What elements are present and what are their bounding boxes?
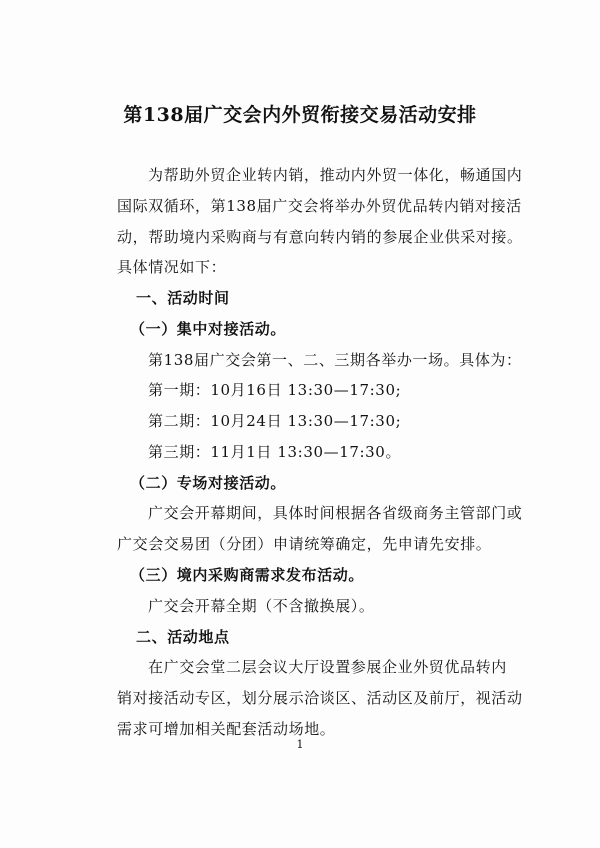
intro-line-4: 具体情况如下： <box>117 258 227 276</box>
section-2-line-2: 销对接活动专区，划分展示洽谈区、活动区及前厅，视活动 <box>117 689 523 707</box>
intro-line-2: 国际双循环，第138届广交会将举办外贸优品转内销对接活 <box>117 197 522 215</box>
section-2-line-3: 需求可增加相关配套活动场地。 <box>117 720 336 738</box>
page-number: 1 <box>296 738 304 751</box>
section-1-sub-3-line: 广交会开幕全期（不含撤换展）。 <box>148 597 375 615</box>
period-3: 第三期：11月1日 13:30—17:30。 <box>148 443 402 461</box>
intro-line-1: 为帮助外贸企业转内销，推动内外贸一体化，畅通国内 <box>148 166 523 184</box>
section-1-sub-3-heading: （三）境内采购商需求发布活动。 <box>130 566 365 584</box>
period-2: 第二期：10月24日 13:30—17:30; <box>148 412 402 430</box>
section-1-sub-1-line: 第138届广交会第一、二、三期各举办一场。具体为： <box>148 351 522 369</box>
section-1-sub-2-line-2: 广交会交易团（分团）申请统筹确定，先申请先安排。 <box>117 535 492 553</box>
period-1: 第一期：10月16日 13:30—17:30; <box>148 381 402 399</box>
section-1-sub-2-line-1: 广交会开幕期间，具体时间根据各省级商务主管部门或 <box>148 504 523 522</box>
section-1-sub-1-heading: （一）集中对接活动。 <box>130 320 287 338</box>
intro-line-3: 动，帮助境内采购商与有意向转内销的参展企业供采对接。 <box>117 228 523 246</box>
section-1-sub-2-heading: （二）专场对接活动。 <box>130 474 287 492</box>
section-1-heading: 一、活动时间 <box>136 289 230 307</box>
section-2-line-1: 在广交会堂二层会议大厅设置参展企业外贸优品转内 <box>148 658 507 676</box>
section-2-heading: 二、活动地点 <box>136 628 230 646</box>
document-title: 第138届广交会内外贸衔接交易活动安排 <box>123 104 477 126</box>
